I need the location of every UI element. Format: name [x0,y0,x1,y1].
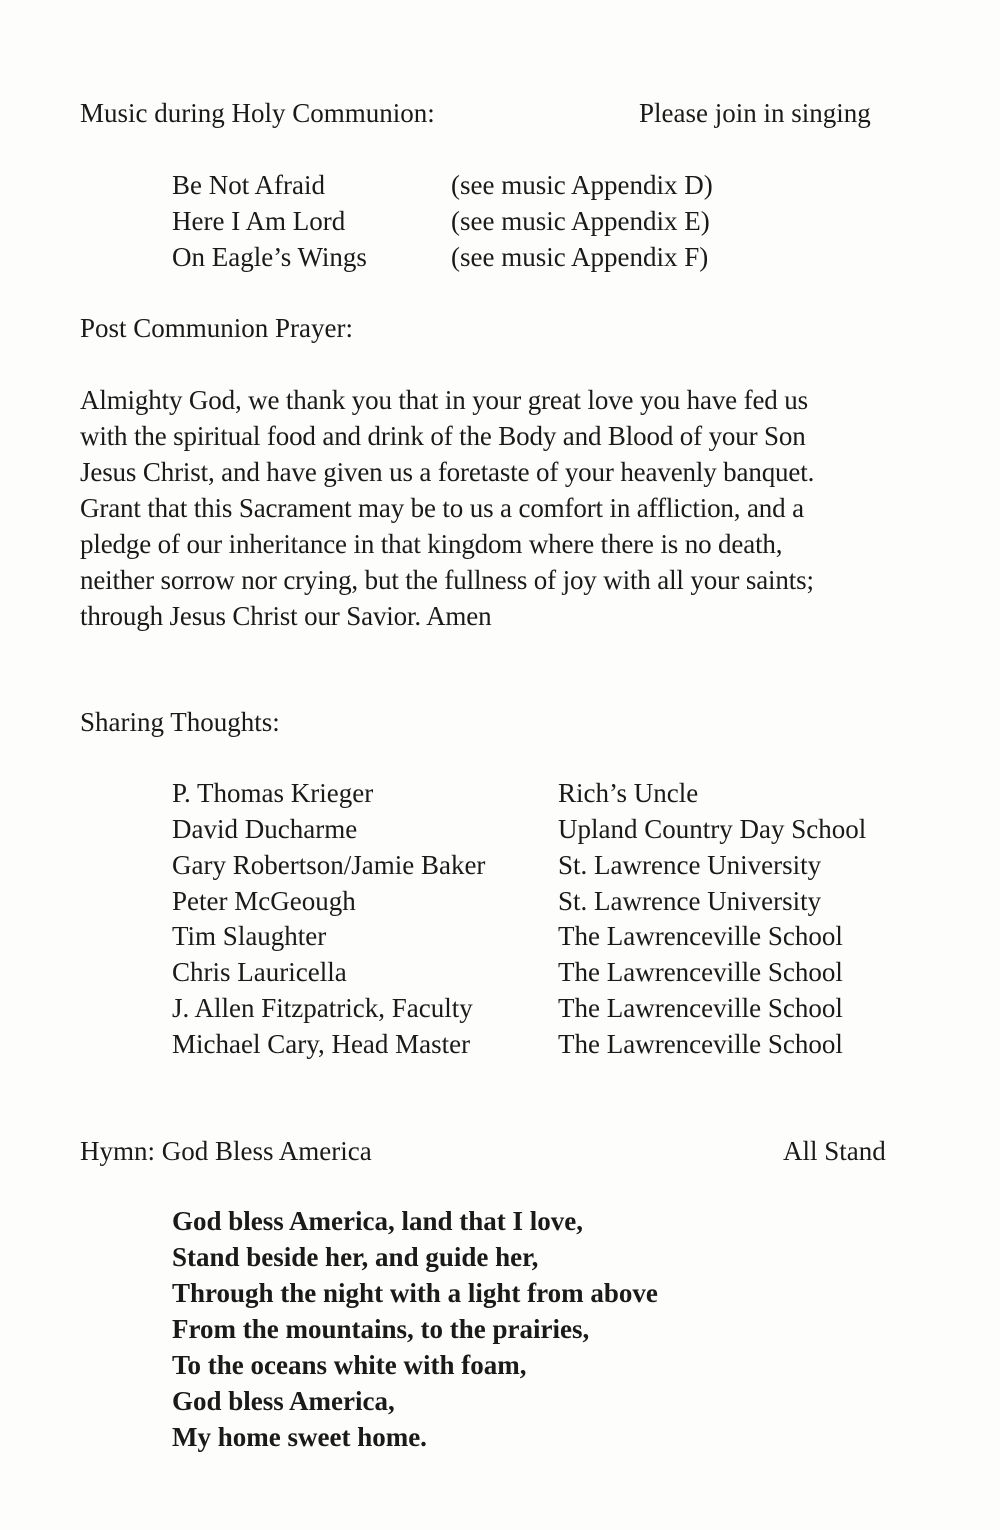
sharing-thoughts-heading: Sharing Thoughts: [80,707,280,737]
post-communion-heading: Post Communion Prayer: [80,313,354,343]
speaker-name: J. Allen Fitzpatrick, Faculty [172,993,473,1023]
lyric-line: Through the night with a light from above [172,1278,658,1308]
speaker-affiliation: St. Lawrence University [558,850,822,880]
speaker-affiliation: Rich’s Uncle [558,778,699,808]
hymn-lyrics [172,1203,658,1455]
speaker-affiliation: The Lawrenceville School [558,1029,843,1059]
speaker-name: Gary Robertson/Jamie Baker [172,850,486,880]
lyric-line: God bless America, land that I love, [172,1206,584,1236]
lyric-line: To the oceans white with foam, [172,1350,527,1380]
speaker-affiliation: Upland Country Day School [558,814,867,844]
song-appendix-note: (see music Appendix E) [451,206,710,236]
prayer-line: Jesus Christ, and have given us a foretaste of your heavenly banquet. [80,457,815,487]
song-appendix-note: (see music Appendix F) [451,242,709,272]
prayer-line: through Jesus Christ our Savior. Amen [80,601,492,631]
speaker-affiliation: The Lawrenceville School [558,957,843,987]
lyric-line: Stand beside her, and guide her, [172,1242,539,1272]
song-title: On Eagle’s Wings [172,242,367,272]
speaker-name: Michael Cary, Head Master [172,1029,471,1059]
speaker-name: Peter McGeough [172,886,356,916]
lyric-line: From the mountains, to the prairies, [172,1314,590,1344]
prayer-line: Grant that this Sacrament may be to us a comfort in affliction, and a [80,493,804,523]
communion-music-heading: Music during Holy Communion: [80,98,435,128]
singing-instruction: Please join in singing [639,98,871,128]
speaker-affiliation: St. Lawrence University [558,886,822,916]
lyric-line: My home sweet home. [172,1422,427,1452]
lyric-line: God bless America, [172,1386,395,1416]
post-communion-prayer [80,382,910,634]
song-title: Here I Am Lord [172,206,346,236]
song-appendix-note: (see music Appendix D) [451,170,713,200]
speaker-affiliation: The Lawrenceville School [558,921,843,951]
hymn-heading: Hymn: God Bless America [80,1136,372,1166]
prayer-line: Almighty God, we thank you that in your great love you have fed us [80,385,808,415]
prayer-line: with the spiritual food and drink of the Body and Blood of your Son [80,421,806,451]
song-title: Be Not Afraid [172,170,325,200]
prayer-line: neither sorrow nor crying, but the fullness of joy with all your saints; [80,565,814,595]
prayer-line: pledge of our inheritance in that kingdom where there is no death, [80,529,783,559]
hymn-instruction: All Stand [783,1136,886,1166]
speaker-name: P. Thomas Krieger [172,778,374,808]
speaker-name: Tim Slaughter [172,921,327,951]
speaker-affiliation: The Lawrenceville School [558,993,843,1023]
speaker-name: Chris Lauricella [172,957,347,987]
speaker-name: David Ducharme [172,814,358,844]
